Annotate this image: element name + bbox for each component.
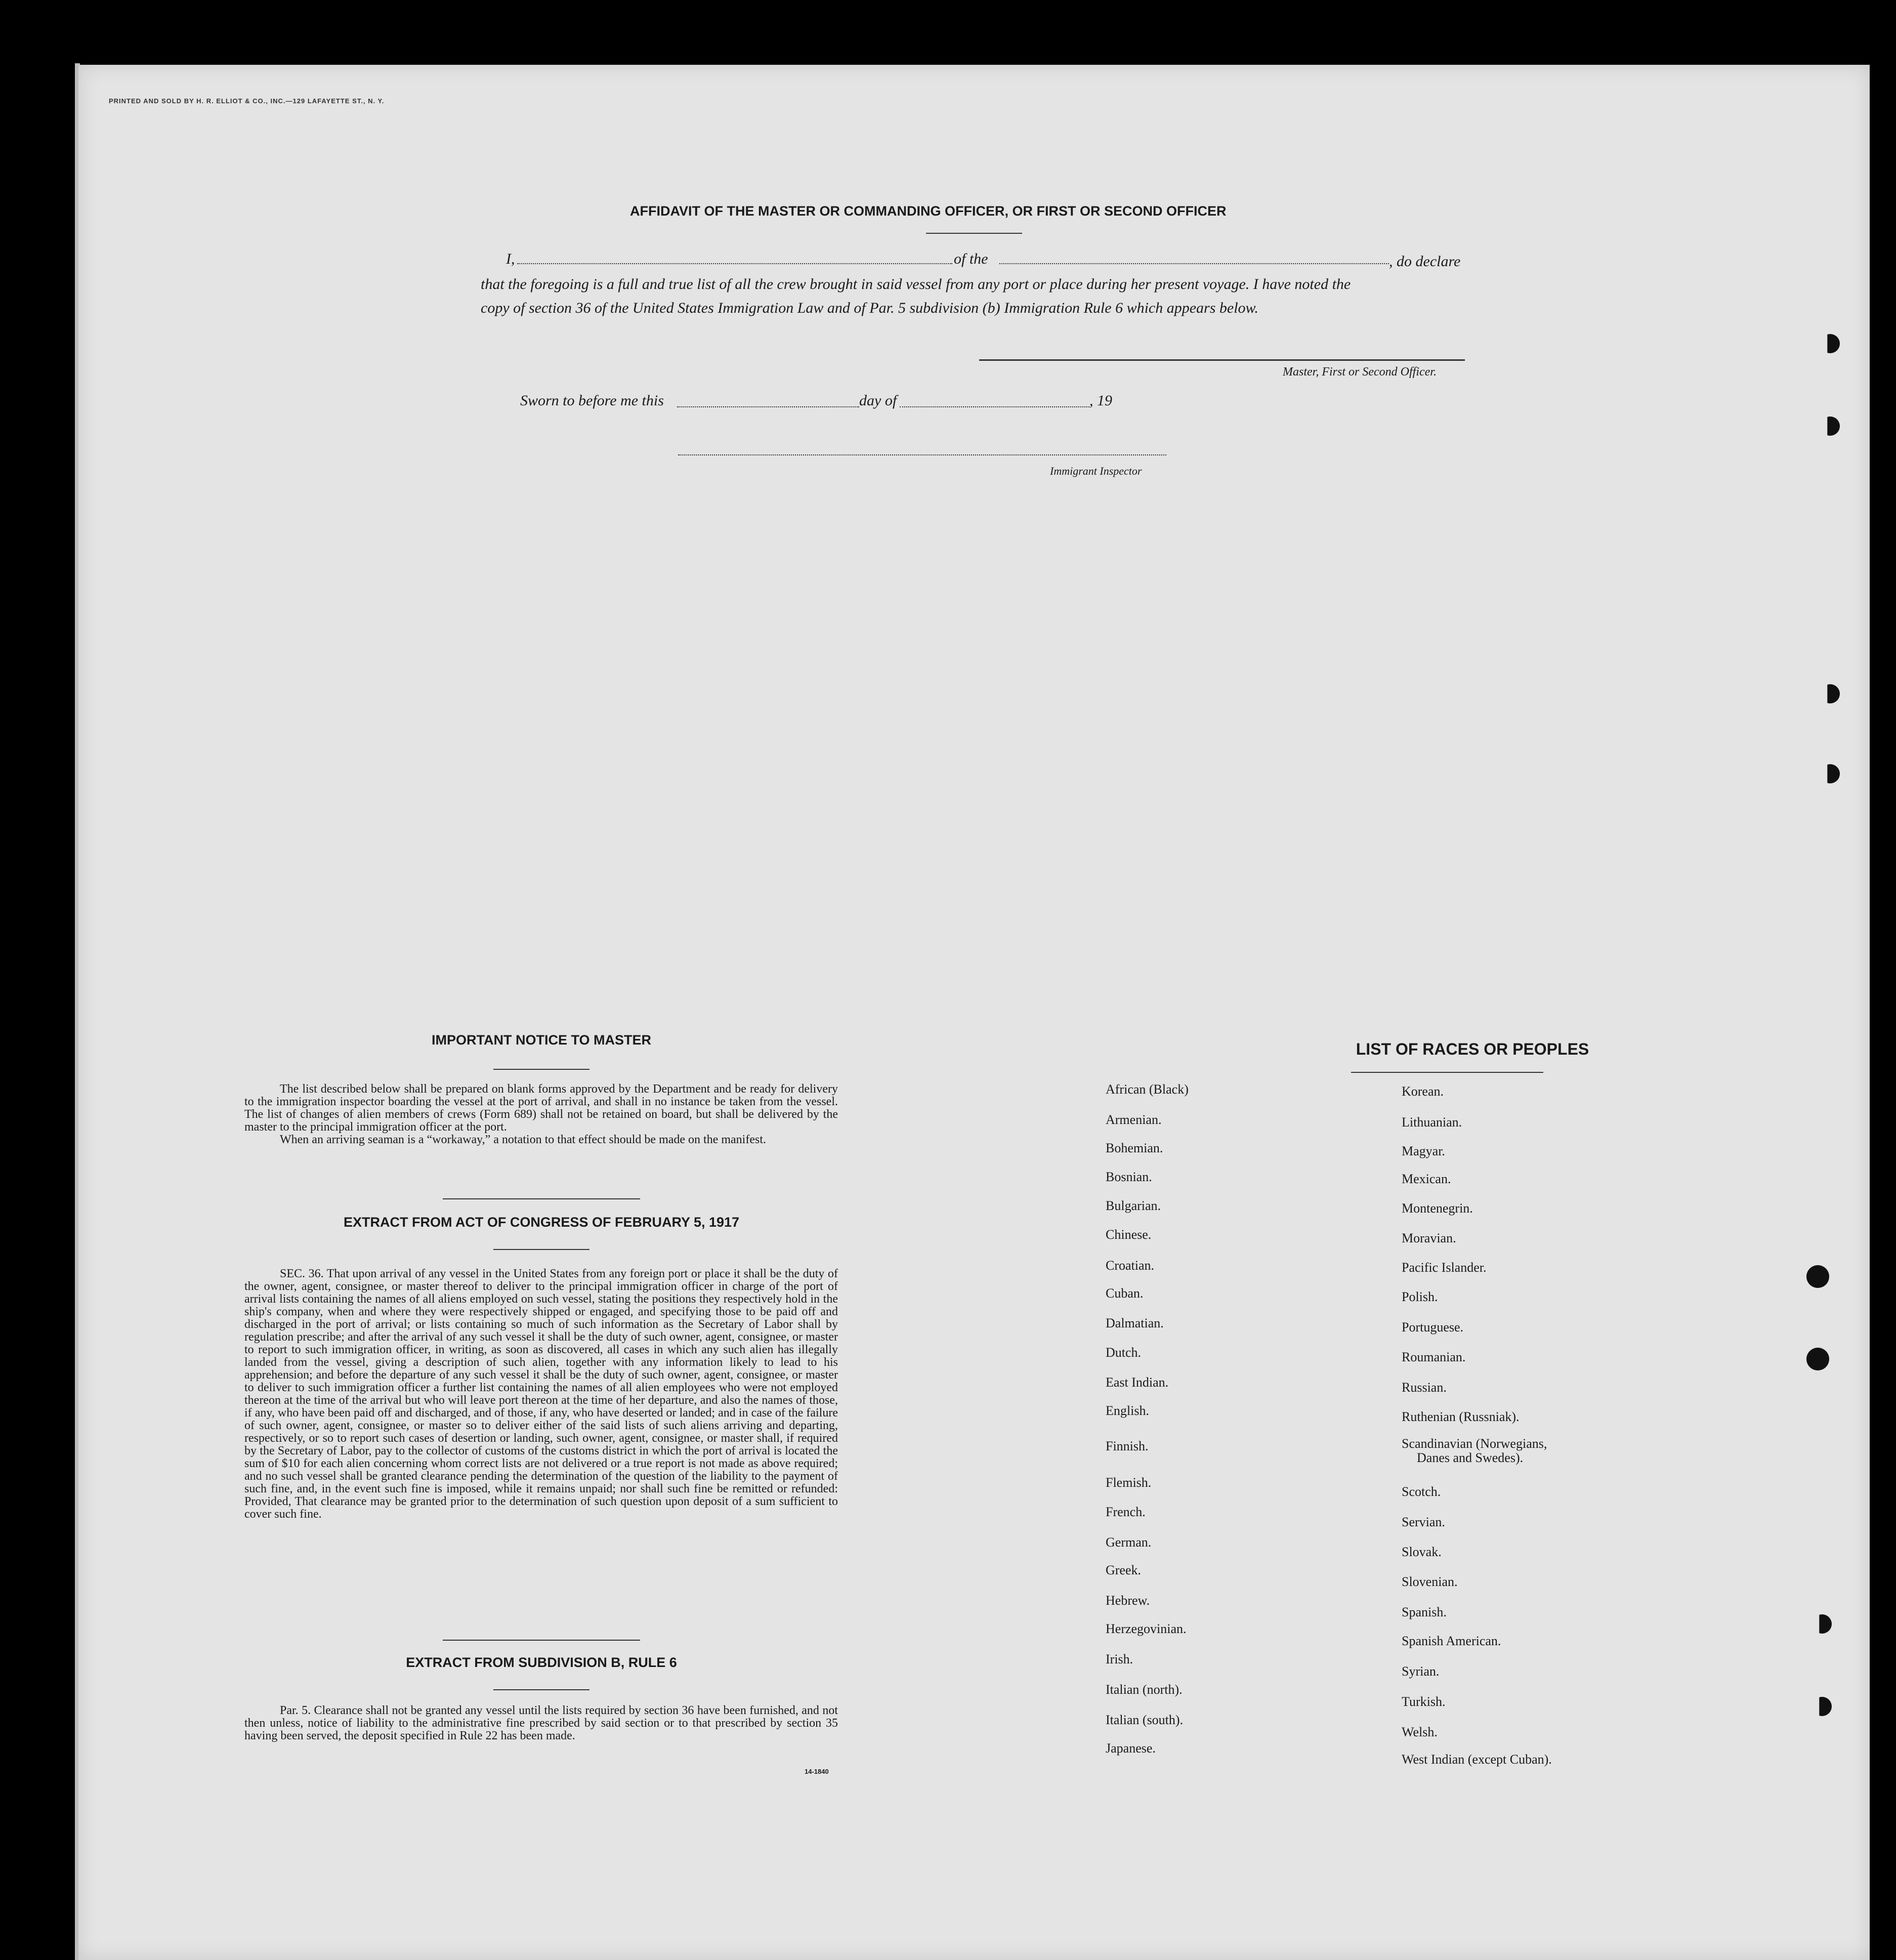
name-field[interactable] [517,263,952,264]
races-title: LIST OF RACES OR PEOPLES [1356,1040,1589,1058]
notice-paragraph-1: The list described below shall be prepared on blank forms approved by the Department and be ready for delivery to the immigration inspector boarding the vessel at the port of arrival, and shall in no instance be taken from the vessel. The list of changes of alien members of crews (Form 689) shall not be retained on board, but shall be delivered by the master to the principal immigration officer at the port. [244,1082,838,1134]
race-item: Spanish American. [1402,1634,1501,1648]
race-item: Turkish. [1402,1694,1446,1709]
section-divider-1 [443,1198,640,1199]
act-section-36: SEC. 36. That upon arrival of any vessel in the United States from any foreign port or place it shall be the duty of the owner, agent, consignee, or master thereof to deliver to the principal immigration officer in charge of the port of arrival lists containing the names of all aliens employed on such vessel, stating the positions they respectively hold in the ship's company, when and where they were respectively shipped or engaged, and specifying those to be paid off and discharged in the port of arrival; or lists containing so much of such information as the Secretary of Labor shall by regulation prescribe; and after the arrival of any such vessel it shall be the duty of such owner, agent, consignee, or master to report to such immigration officer, in writing, as soon as discovered, all cases in which any such alien has illegally landed from the vessel, giving a description of such alien, together with any information likely to lead to his apprehension; and before the departure of any such vessel it shall be the duty of such owner, agent, consignee, or master to deliver to such immigration officer a further list containing the names of all alien employees who were not employed thereon at the time of the arrival but who will leave port thereon at the time of her departure, and also the names of those, if any, who have been paid off and discharged, and of those, if any, who have deserted or landed; and in case of the failure of such owner, agent, consignee, or master so to deliver either of the said lists of such aliens arriving and departing, respectively, or so to report such cases of desertion or landing, such owner, agent, consignee, or master shall, if required by the Secretary of Labor, pay to the collector of customs of the customs district in which the port of arrival is located the sum of $10 for each alien concerning whom correct lists are not delivered or a true report is not made as above required; and no such vessel shall be granted clearance pending the determination of the question of the liability to the payment of such fine, and, in the event such fine is imposed, while it remains unpaid; nor shall such fine be remitted or refunded: Provided, That clearance may be granted prior to the determination of such question upon deposit of a sum sufficient to cover such fine. [244,1267,838,1521]
race-item: Greek. [1106,1563,1142,1577]
race-item: Hebrew. [1106,1593,1150,1608]
races-divider [1351,1072,1543,1073]
race-item: Chinese. [1106,1227,1152,1242]
rule-paragraph-5: Par. 5. Clearance shall not be granted any vessel until the lists required by section 36 have been furnished, and not then unless, notice of liability to the administrative fine prescribed by said section or to that prescribed by section 35 having been served, the deposit specified in Rule 22 has been made. [244,1704,838,1742]
race-item: Servian. [1402,1515,1445,1529]
race-item: African (Black) [1106,1082,1189,1097]
race-item: Dalmatian. [1106,1316,1164,1330]
rule-divider [493,1689,589,1690]
race-item: Bohemian. [1106,1141,1163,1155]
notice-title: IMPORTANT NOTICE TO MASTER [432,1032,651,1048]
race-item: East Indian. [1106,1375,1169,1390]
master-signature-line[interactable] [979,359,1465,361]
race-item: English. [1106,1403,1149,1418]
act-divider [493,1249,589,1250]
printer-credit: PRINTED AND SOLD BY H. R. ELLIOT & CO., INC.—129 LAFAYETTE ST., N. Y. [109,97,385,105]
race-item: Armenian. [1106,1112,1162,1127]
declaration-line-2: that the foregoing is a full and true list of all the crew brought in said vessel from any port or place during her present voyage. I have noted the [481,276,1351,293]
race-item: Slovenian. [1402,1574,1458,1589]
race-item: Pacific Islander. [1402,1260,1487,1275]
race-item: Welsh. [1402,1725,1438,1739]
notice-body [244,1083,838,1146]
race-item: Scotch. [1402,1484,1441,1499]
race-item: Irish. [1106,1652,1133,1666]
section-divider-2 [443,1640,640,1641]
race-item: Bulgarian. [1106,1198,1161,1213]
race-item: Russian. [1402,1380,1447,1395]
act-title: EXTRACT FROM ACT OF CONGRESS OF FEBRUARY 5, 1917 [343,1215,740,1230]
race-item: Scandinavian (Norwegians, [1402,1436,1547,1451]
act-body [244,1268,838,1521]
race-item: Lithuanian. [1402,1115,1462,1130]
of-the-label: of the [954,251,988,267]
binder-hole [1806,1348,1829,1370]
rule-title: EXTRACT FROM SUBDIVISION B, RULE 6 [406,1655,677,1670]
race-item: Flemish. [1106,1475,1152,1490]
form-sheet [78,65,1870,1960]
rule-body [244,1704,838,1742]
inspector-label: Immigrant Inspector [1050,465,1142,477]
race-item: Roumanian. [1402,1350,1466,1364]
race-item: Ruthenian (Russniak). [1402,1409,1520,1424]
notice-paragraph-2: When an arriving seaman is a “workaway,” a notation to that effect should be made on the manifest. [280,1133,766,1146]
race-item: Dutch. [1106,1345,1142,1360]
race-item: Moravian. [1402,1231,1456,1245]
race-item: Korean. [1402,1084,1444,1099]
race-item: Portuguese. [1402,1320,1464,1335]
race-item: Mexican. [1402,1172,1451,1186]
affidavit-title: AFFIDAVIT OF THE MASTER OR COMMANDING OFFICER, OR FIRST OR SECOND OFFICER [630,203,1227,219]
day-of-label: day of [859,392,897,409]
race-item: Danes and Swedes). [1417,1450,1524,1465]
race-item: Montenegrin. [1402,1201,1473,1216]
race-item: German. [1106,1535,1152,1550]
form-number: 14-1840 [805,1768,829,1775]
race-item: Spanish. [1402,1605,1447,1619]
race-item: French. [1106,1505,1146,1519]
i-label: I, [506,251,515,267]
year-label: , 19 [1089,392,1112,409]
race-item: West Indian (except Cuban). [1402,1752,1552,1767]
sworn-label: Sworn to before me this [520,392,664,409]
title-divider [926,233,1022,234]
inspector-signature-line[interactable] [678,454,1166,455]
race-item: Italian (north). [1106,1682,1183,1697]
race-item: Japanese. [1106,1741,1156,1756]
race-item: Bosnian. [1106,1170,1152,1184]
race-item: Italian (south). [1106,1713,1184,1727]
race-item: Magyar. [1402,1144,1445,1158]
binder-hole [1806,1265,1829,1288]
do-declare-label: , do declare [1389,253,1461,270]
race-item: Croatian. [1106,1258,1155,1273]
race-item: Herzegovinian. [1106,1621,1187,1636]
race-item: Syrian. [1402,1664,1440,1679]
race-item: Finnish. [1106,1439,1149,1453]
sworn-day-field[interactable] [677,406,859,407]
declaration-line-3: copy of section 36 of the United States Immigration Law and of Par. 5 subdivision (b) Immigration Rule 6 which appears below. [481,300,1258,316]
vessel-field[interactable] [999,263,1389,264]
sworn-month-field[interactable] [900,406,1089,407]
notice-divider [493,1069,589,1070]
master-signature-label: Master, First or Second Officer. [1283,365,1437,379]
race-item: Cuban. [1106,1286,1144,1301]
race-item: Polish. [1402,1289,1438,1304]
race-item: Slovak. [1402,1545,1442,1559]
